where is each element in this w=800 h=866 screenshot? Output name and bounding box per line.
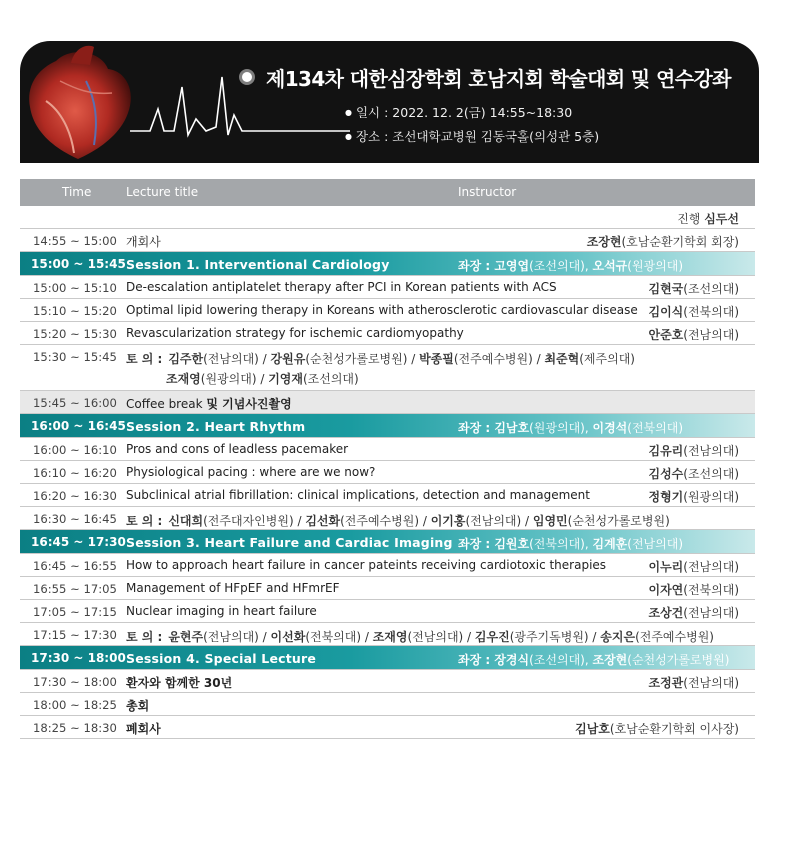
person-affiliation: (전주대자인병원) / <box>203 514 306 528</box>
bullet-icon: ● <box>345 108 352 117</box>
person-name: 김남호 <box>575 722 610 736</box>
row-title: Nuclear imaging in heart failure <box>126 604 317 618</box>
row-time: 15:30 ~ 15:45 <box>33 350 117 364</box>
row-title: 환자와 함께한 30년 <box>126 676 233 690</box>
person-affiliation: (전남의대) <box>683 676 739 690</box>
person-affiliation: (전남의대) / <box>407 630 475 644</box>
table-row <box>20 716 755 739</box>
table-row <box>20 276 755 299</box>
person-name: 김선화 <box>305 514 341 528</box>
person-name: 정형기 <box>648 490 684 504</box>
table-row <box>20 554 755 577</box>
person-affiliation: (전주예수병원) / <box>453 352 545 366</box>
table-header <box>20 179 755 206</box>
session-title: Session 3. Heart Failure and Cardiac Imaging <box>126 535 453 550</box>
panel-line <box>126 352 635 366</box>
event-place: ● 장소 : 조선대학교병원 김동국홀(의성관 5층) <box>345 129 600 144</box>
row-title: De-escalation antiplatelet therapy after PCI in Korean patients with ACS <box>126 280 557 294</box>
row-time: 16:10 ~ 16:20 <box>33 466 117 480</box>
table-row <box>20 322 755 345</box>
panel-line <box>126 514 670 528</box>
table-row <box>20 206 755 229</box>
person-name: 김유리 <box>648 444 684 458</box>
person-affiliation: (전남의대) / <box>203 630 271 644</box>
panel-discussion <box>126 627 714 647</box>
person-name: 김현국 <box>648 282 684 296</box>
row-time: 16:30 ~ 16:45 <box>33 512 117 526</box>
row-instructor <box>648 442 739 459</box>
panel-label: 토 의 : <box>126 630 163 644</box>
person-name: 이경석 <box>592 421 628 435</box>
person-name: 김우진 <box>474 630 510 644</box>
person-name: 심두선 <box>704 212 739 226</box>
row-instructor <box>648 558 739 575</box>
session-chairs <box>458 419 683 436</box>
person-affiliation: (전남의대) <box>683 328 739 342</box>
row-instructor <box>648 303 739 320</box>
person-name: 이누리 <box>648 560 684 574</box>
table-row <box>20 693 755 716</box>
row-time: 16:45 ~ 16:55 <box>33 559 117 573</box>
row-time: 16:20 ~ 16:30 <box>33 489 117 503</box>
table-row <box>20 484 755 507</box>
session-time: 15:00 ~ 15:45 <box>31 257 126 271</box>
person-name: 강원유 <box>270 352 306 366</box>
row-instructor <box>648 465 739 482</box>
person-affiliation: (원광의대) / <box>200 372 269 386</box>
person-name: 박종필 <box>419 352 454 366</box>
row-instructor <box>648 488 739 505</box>
table-row <box>20 670 755 693</box>
person-name: 김이식 <box>648 305 684 319</box>
row-time: 15:00 ~ 15:10 <box>33 281 117 295</box>
host-label: 진행 <box>677 212 705 226</box>
person-affiliation: (전남의대) <box>683 560 739 574</box>
row-instructor <box>587 233 739 250</box>
person-name: 이기홍 <box>430 514 466 528</box>
header-title: Lecture title <box>126 185 199 199</box>
row-time: 17:15 ~ 17:30 <box>33 628 117 642</box>
row-time: 15:20 ~ 15:30 <box>33 327 117 341</box>
person-name: 조상건 <box>648 606 684 620</box>
chair-label: 좌장 : <box>458 421 495 435</box>
table-row <box>20 299 755 322</box>
panel-discussion <box>126 349 635 389</box>
table-row <box>20 391 755 414</box>
person-affiliation: (호남순환기학회 이사장) <box>609 722 739 736</box>
row-title: Physiological pacing : where are we now? <box>126 465 376 479</box>
session-title: Session 4. Special Lecture <box>126 651 317 666</box>
person-name: 조정관 <box>648 676 684 690</box>
person-affiliation: (전주예수병원) / <box>340 514 431 528</box>
event-banner <box>20 41 759 163</box>
person-name: 김남호 <box>494 421 530 435</box>
chair-label: 좌장 : <box>458 653 495 667</box>
person-affiliation: (조선의대), <box>529 259 593 273</box>
person-affiliation: (조선의대), <box>529 653 593 667</box>
row-title: 폐회사 <box>126 722 161 736</box>
person-affiliation: (조선의대) <box>302 372 359 386</box>
row-instructor <box>648 326 739 343</box>
header-instructor: Instructor <box>458 185 517 199</box>
person-affiliation: (전남의대) <box>683 444 739 458</box>
person-affiliation: (순천성가롤로병원) / <box>305 352 420 366</box>
person-affiliation: (전북의대), <box>529 537 593 551</box>
row-title <box>126 395 292 412</box>
table-row <box>20 600 755 623</box>
row-instructor <box>575 720 739 737</box>
table-row <box>20 577 755 600</box>
table-row <box>20 461 755 484</box>
person-affiliation: (전북의대) <box>683 305 739 319</box>
break-title-ko: 및 기념사진촬영 <box>206 397 292 411</box>
person-affiliation: (전남의대) <box>627 537 684 551</box>
row-title: Revascularization strategy for ischemic cardiomyopathy <box>126 326 464 340</box>
event-date: ● 일시 : 2022. 12. 2(금) 14:55~18:30 <box>345 105 573 120</box>
table-row <box>20 438 755 461</box>
session-title: Session 1. Interventional Cardiology <box>126 257 390 272</box>
row-title: 개회사 <box>126 235 161 249</box>
program-table <box>20 179 755 739</box>
session-chairs <box>458 651 729 668</box>
person-affiliation: (전남의대) / <box>203 352 271 366</box>
person-name: 임영민 <box>532 514 568 528</box>
row-title: Management of HFpEF and HFmrEF <box>126 581 340 595</box>
person-name: 이선화 <box>270 630 306 644</box>
person-name: 조장현 <box>586 235 622 249</box>
person-name: 이자연 <box>648 583 684 597</box>
person-name: 장경식 <box>494 653 530 667</box>
row-title: Optimal lipid lowering therapy in Koreans with atherosclerotic cardiovascular disease <box>126 303 638 317</box>
person-affiliation: (순천성가롤로병원) <box>627 653 730 667</box>
break-title-en: Coffee break <box>126 397 207 411</box>
row-title: 총회 <box>126 699 150 713</box>
session-title: Session 2. Heart Rhythm <box>126 419 306 434</box>
panel-label: 토 의 : <box>126 352 163 366</box>
event-title: 제134차 대한심장학회 호남지회 학술대회 및 연수강좌 <box>266 67 731 91</box>
person-affiliation: (제주의대) <box>579 352 635 366</box>
row-title: How to approach heart failure in cancer pateints receiving cardiotoxic therapies <box>126 558 607 572</box>
session-time: 16:00 ~ 16:45 <box>31 419 126 433</box>
table-row <box>20 507 755 530</box>
person-name: 윤현주 <box>168 630 204 644</box>
row-time: 18:25 ~ 18:30 <box>33 721 117 735</box>
person-affiliation: (원광의대), <box>529 421 593 435</box>
chair-label: 좌장 : <box>458 259 495 273</box>
person-name: 김주한 <box>168 352 204 366</box>
person-name: 안준호 <box>648 328 684 342</box>
person-name: 오석규 <box>592 259 628 273</box>
row-time: 15:10 ~ 15:20 <box>33 304 117 318</box>
row-instructor <box>648 581 739 598</box>
session-chairs <box>458 257 683 274</box>
row-time: 17:30 ~ 18:00 <box>33 675 117 689</box>
person-affiliation: (전남의대) <box>683 606 739 620</box>
session-time: 17:30 ~ 18:00 <box>31 651 126 665</box>
person-affiliation: (전남의대) / <box>465 514 533 528</box>
person-name: 김성수 <box>648 467 684 481</box>
row-instructor <box>648 280 739 297</box>
person-name: 송지은 <box>600 630 636 644</box>
panel-line <box>126 369 635 389</box>
person-name: 신대희 <box>168 514 204 528</box>
person-affiliation: (조선의대) <box>683 467 739 481</box>
person-affiliation: (원광의대) <box>683 490 739 504</box>
person-affiliation: (전북의대) / <box>305 630 373 644</box>
person-name: 조장현 <box>592 653 628 667</box>
person-affiliation: (전북의대) <box>627 421 684 435</box>
table-row <box>20 229 755 252</box>
row-time: 17:05 ~ 17:15 <box>33 605 117 619</box>
person-name: 김원호 <box>494 537 530 551</box>
row-instructor <box>648 674 739 691</box>
person-affiliation: (전북의대) <box>683 583 739 597</box>
person-affiliation: (광주기독병원) / <box>509 630 601 644</box>
table-row <box>20 623 755 646</box>
row-time: 18:00 ~ 18:25 <box>33 698 117 712</box>
person-affiliation: (조선의대) <box>683 282 739 296</box>
chair-label: 좌장 : <box>458 537 495 551</box>
session-header <box>20 646 755 670</box>
row-time: 15:45 ~ 16:00 <box>33 396 117 410</box>
table-row <box>20 345 755 391</box>
banner-bullet-circle <box>239 69 255 85</box>
person-name: 고영엽 <box>494 259 530 273</box>
row-title: Pros and cons of leadless pacemaker <box>126 442 349 456</box>
header-time: Time <box>62 185 92 199</box>
person-name: 기영재 <box>268 372 303 386</box>
person-name: 최준혁 <box>544 352 580 366</box>
table-body <box>20 206 755 739</box>
row-time: 14:55 ~ 15:00 <box>33 234 117 248</box>
panel-line <box>126 630 714 644</box>
person-name: 조재영 <box>372 630 408 644</box>
person-name: 김계훈 <box>592 537 628 551</box>
session-header <box>20 252 755 276</box>
bullet-icon: ● <box>345 132 352 141</box>
row-time: 16:55 ~ 17:05 <box>33 582 117 596</box>
session-header <box>20 530 755 554</box>
person-affiliation: (원광의대) <box>627 259 684 273</box>
session-header <box>20 414 755 438</box>
person-affiliation: (순천성가롤로병원) <box>567 514 670 528</box>
row-instructor <box>648 604 739 621</box>
host-moderator <box>677 210 739 227</box>
panel-label: 토 의 : <box>126 514 163 528</box>
session-chairs <box>458 535 683 552</box>
row-time: 16:00 ~ 16:10 <box>33 443 117 457</box>
session-time: 16:45 ~ 17:30 <box>31 535 126 549</box>
person-name: 조재영 <box>166 372 201 386</box>
panel-discussion <box>126 511 670 531</box>
person-affiliation: (전주예수병원) <box>635 630 714 644</box>
person-affiliation: (호남순환기학회 회장) <box>621 235 739 249</box>
row-title: Subclinical atrial fibrillation: clinical implications, detection and management <box>126 488 590 502</box>
